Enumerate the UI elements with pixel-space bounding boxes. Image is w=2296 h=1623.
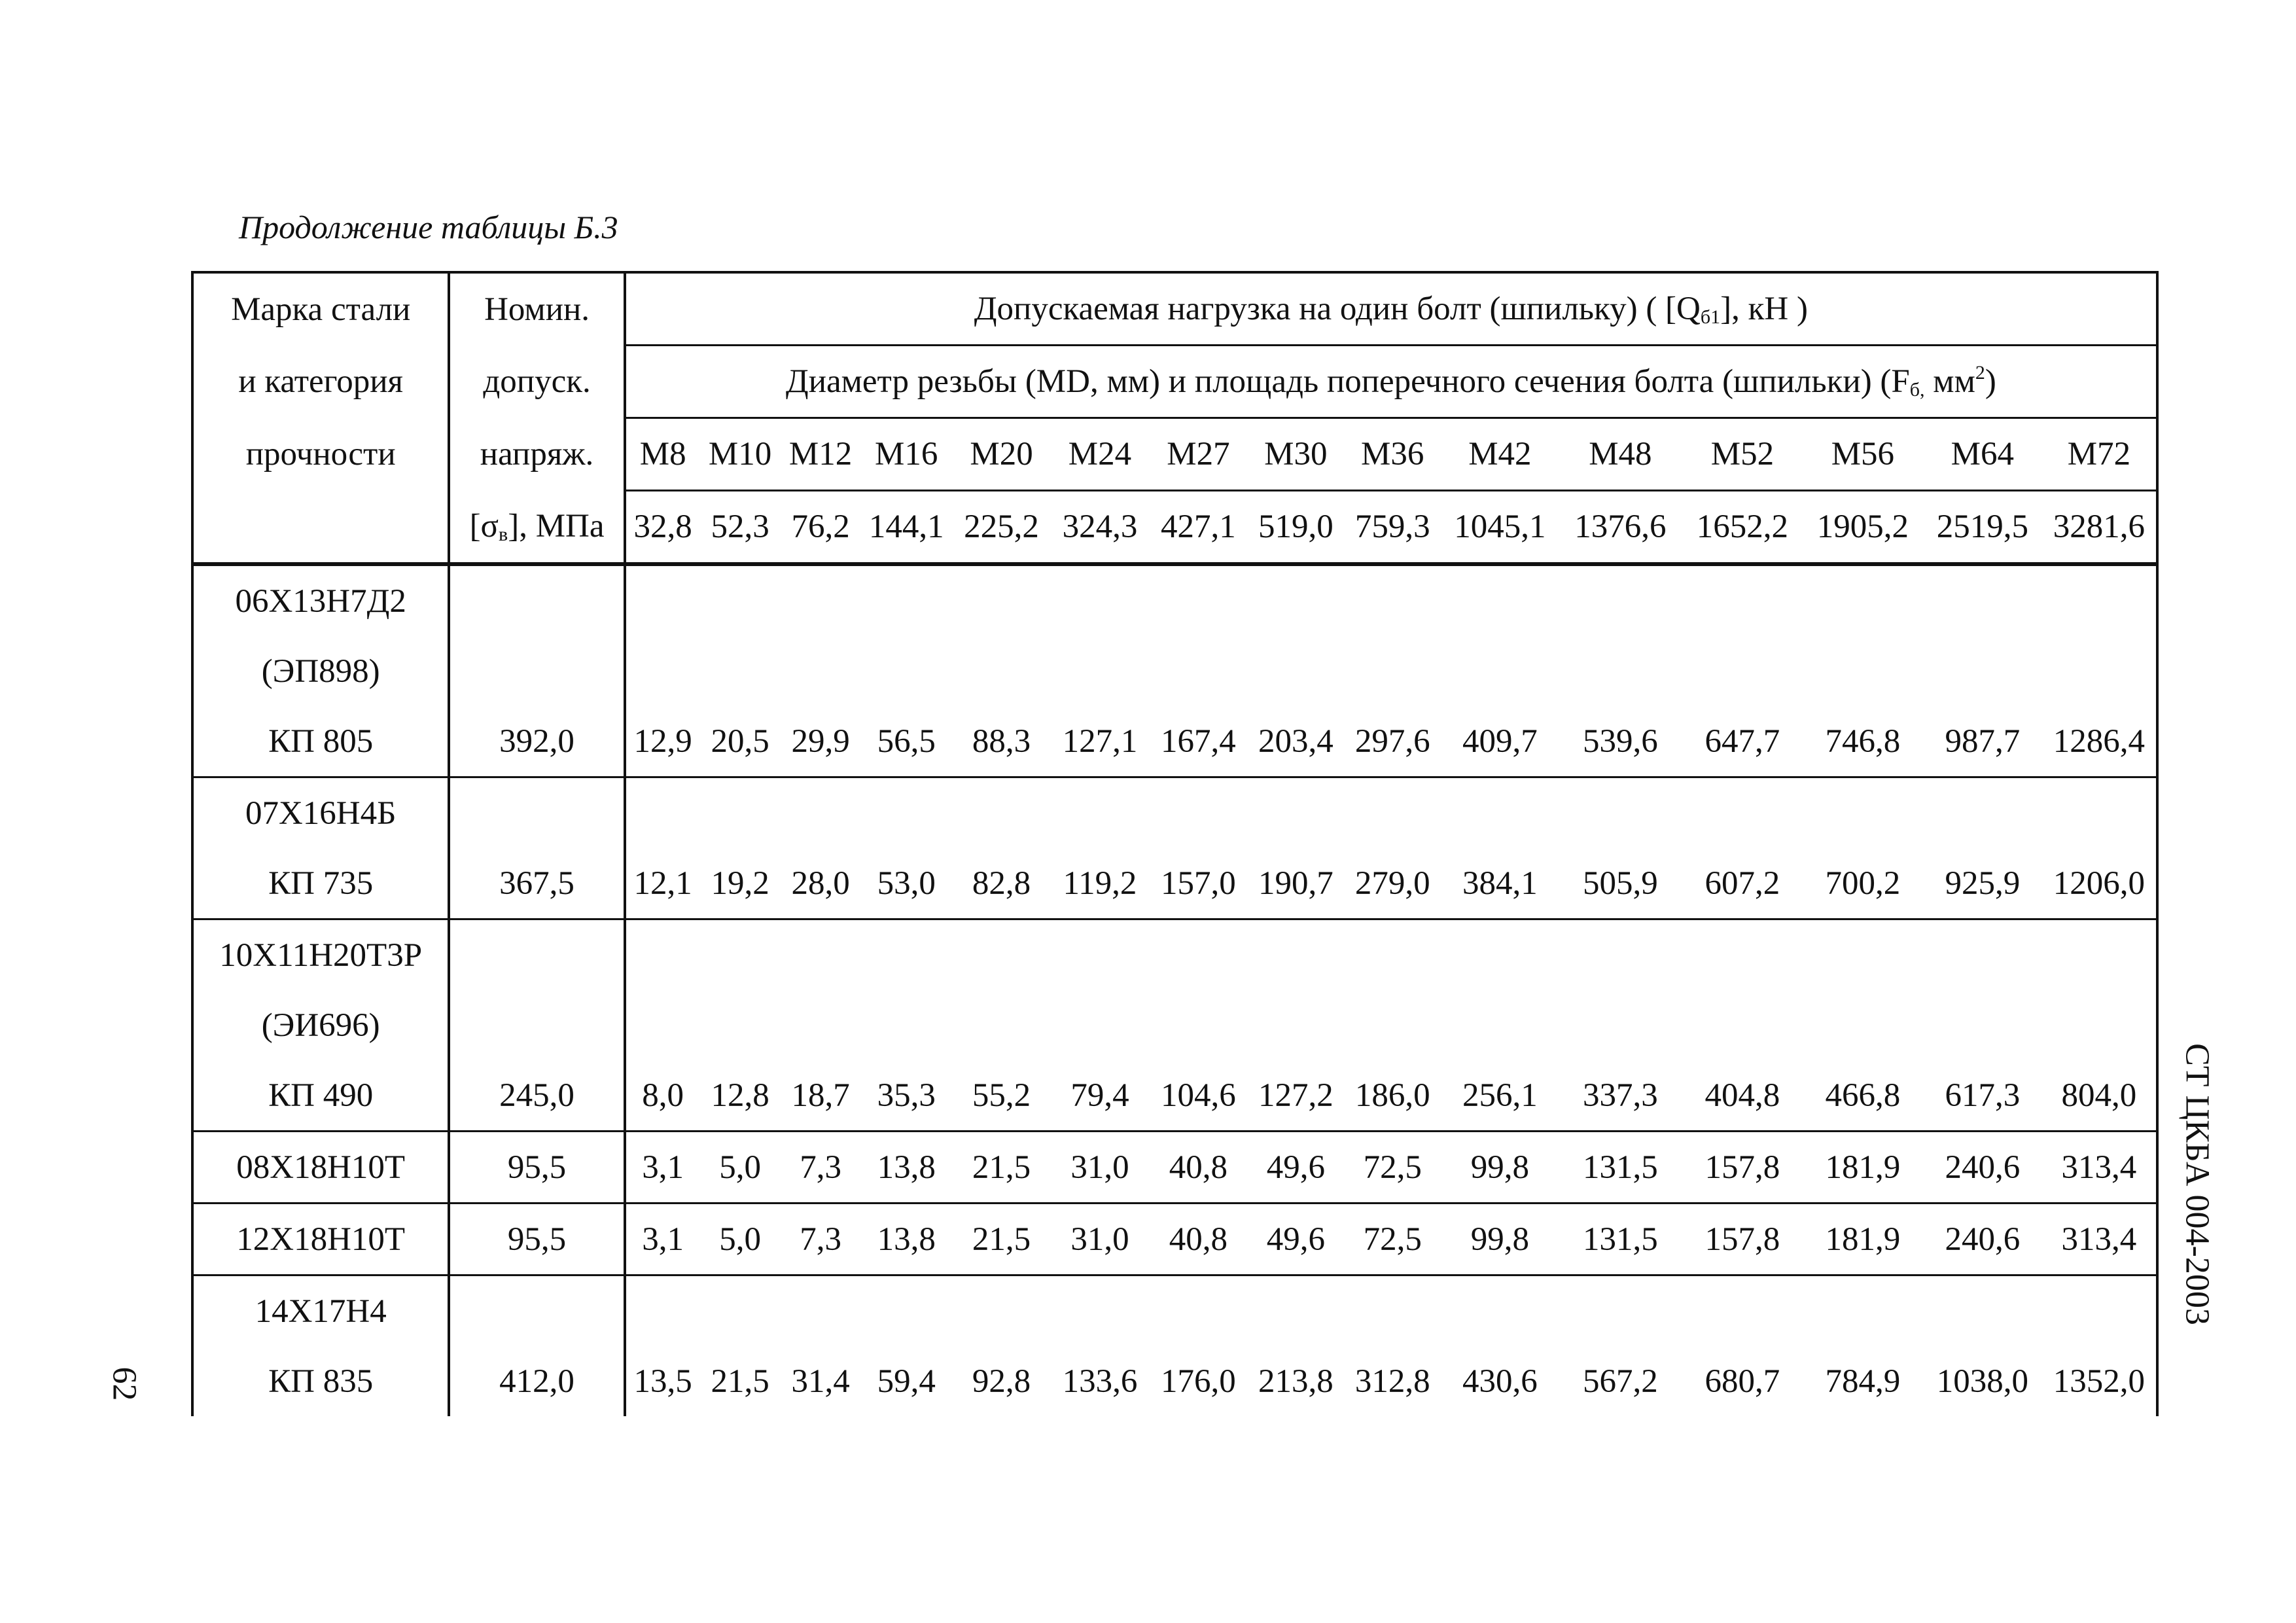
load-value: 31,0 [1051, 1204, 1148, 1275]
steel-grade-line: (ЭП898) [192, 636, 449, 706]
load-value [1344, 777, 1441, 849]
load-value: 131,5 [1559, 1204, 1682, 1275]
thread-size-header: M20 [952, 418, 1051, 491]
allowable-stress: 95,5 [449, 1132, 624, 1204]
load-value: 404,8 [1682, 1060, 1803, 1132]
load-header: Допускаемая нагрузка на один болт (шпильку) ( $[Q_{б1}]$, кН ) [625, 272, 2157, 346]
thread-size-header: M8 [625, 418, 700, 491]
load-value [2042, 564, 2157, 636]
load-value [1248, 1275, 1343, 1347]
load-value: 240,6 [1923, 1204, 2042, 1275]
load-value [1803, 1275, 1923, 1347]
load-value: 82,8 [952, 848, 1051, 919]
load-value [861, 636, 952, 706]
steel-grade-line: КП 835 [192, 1346, 449, 1416]
load-value [1051, 564, 1148, 636]
load-value: 127,1 [1051, 706, 1148, 777]
load-value: 3,1 [625, 1204, 700, 1275]
load-value [2042, 919, 2157, 991]
load-value [625, 919, 700, 991]
load-value: 13,5 [633, 1363, 692, 1400]
load-value: 59,4 [877, 1363, 936, 1400]
allowable-stress: 412,0 [449, 1346, 624, 1416]
load-value [700, 919, 781, 991]
load-value: 680,7 [1704, 1363, 1780, 1400]
load-value [1803, 564, 1923, 636]
load-value [781, 919, 861, 991]
section-area-header: 427,1 [1149, 491, 1248, 565]
load-value: 88,3 [952, 706, 1051, 777]
table-row [192, 919, 2157, 991]
load-value [625, 777, 700, 849]
load-value [1441, 777, 1559, 849]
steel-grade-line: КП 735 [192, 848, 449, 919]
load-value: 617,3 [1923, 1060, 2042, 1132]
load-value: 746,8 [1803, 706, 1923, 777]
load-value [1682, 990, 1803, 1060]
section-area-header: 1905,2 [1803, 491, 1923, 565]
thread-size-header: M42 [1441, 418, 1559, 491]
load-value [952, 777, 1051, 849]
load-value [1344, 564, 1441, 636]
load-value: 784,9 [1825, 1363, 1901, 1400]
load-value: 127,2 [1248, 1060, 1343, 1132]
load-value [1803, 919, 1923, 991]
load-value: 430,6 [1462, 1363, 1538, 1400]
table-row [192, 564, 2157, 636]
load-value [1248, 990, 1343, 1060]
steel-grade-line: 07Х16Н4Б [192, 777, 449, 849]
load-value: 7,3 [781, 1204, 861, 1275]
load-value: 987,7 [1923, 706, 2042, 777]
load-value [1149, 636, 1248, 706]
load-value [1149, 777, 1248, 849]
load-value: 7,3 [781, 1132, 861, 1204]
load-value: 21,5 [952, 1132, 1051, 1204]
load-value [1051, 919, 1148, 991]
load-value: 157,0 [1149, 848, 1248, 919]
load-value [1344, 1275, 1441, 1347]
load-value [1559, 990, 1682, 1060]
load-value [1682, 564, 1803, 636]
load-value: 49,6 [1248, 1204, 1343, 1275]
load-value [781, 1275, 861, 1347]
section-area-header: 759,3 [1344, 491, 1441, 565]
load-value [1559, 1275, 1682, 1347]
load-value: 3,1 [625, 1132, 700, 1204]
section-area-header: 1045,1 [1441, 491, 1559, 565]
steel-grade-line: (ЭИ696) [192, 990, 449, 1060]
steel-grade-line: КП 490 [192, 1060, 449, 1132]
load-value: 13,8 [861, 1132, 952, 1204]
load-value [1682, 636, 1803, 706]
load-value: 28,0 [781, 848, 861, 919]
load-value: 13,8 [861, 1204, 952, 1275]
steel-grade-line: КП 805 [192, 706, 449, 777]
load-value [2042, 636, 2157, 706]
load-value [861, 919, 952, 991]
load-value [625, 564, 700, 636]
load-value [1051, 990, 1148, 1060]
load-value [700, 1275, 781, 1347]
thread-size-header: M56 [1803, 418, 1923, 491]
load-value: 18,7 [781, 1060, 861, 1132]
load-value: 8,0 [625, 1060, 700, 1132]
load-value: 99,8 [1441, 1132, 1559, 1204]
load-value [1344, 636, 1441, 706]
load-value [781, 564, 861, 636]
load-value [1248, 636, 1343, 706]
load-value: 31,4 [791, 1363, 850, 1400]
table-row [192, 1060, 2157, 1132]
section-area-header: 324,3 [1051, 491, 1148, 565]
load-value: 40,8 [1149, 1204, 1248, 1275]
load-value [1682, 777, 1803, 849]
load-value [781, 777, 861, 849]
load-value [1441, 919, 1559, 991]
steel-grade-line: 10Х11Н20Т3Р [192, 919, 449, 991]
load-value [1803, 777, 1923, 849]
load-value: 240,6 [1923, 1132, 2042, 1204]
load-value: 29,9 [781, 706, 861, 777]
load-value: 804,0 [2042, 1060, 2157, 1132]
load-value: 647,7 [1682, 706, 1803, 777]
diameter-header: Диаметр резьбы (MD, мм) и площадь поперечного сечения болта (шпильки) ($F_{б,}$ $мм^2$) [625, 346, 2157, 418]
load-value: 203,4 [1248, 706, 1343, 777]
load-value: 297,6 [1344, 706, 1441, 777]
load-value [861, 990, 952, 1060]
load-value: 567,2 [1583, 1363, 1658, 1400]
load-value [1344, 919, 1441, 991]
load-value: 104,6 [1149, 1060, 1248, 1132]
load-value: 466,8 [1803, 1060, 1923, 1132]
table-row [192, 636, 2157, 706]
load-value [1149, 990, 1248, 1060]
thread-size-header: M36 [1344, 418, 1441, 491]
load-value [952, 990, 1051, 1060]
load-value [1149, 919, 1248, 991]
load-value: 313,4 [2042, 1204, 2157, 1275]
section-area-header: 225,2 [952, 491, 1051, 565]
thread-size-header: M24 [1051, 418, 1148, 491]
load-value: 181,9 [1803, 1204, 1923, 1275]
load-value: 72,5 [1344, 1132, 1441, 1204]
load-value [1923, 1275, 2042, 1347]
load-value [700, 777, 781, 849]
load-value: 99,8 [1441, 1204, 1559, 1275]
allowable-stress [449, 636, 624, 706]
thread-size-header: M12 [781, 418, 861, 491]
load-value: 20,5 [700, 706, 781, 777]
load-value [781, 636, 861, 706]
thread-size-header: M64 [1923, 418, 2042, 491]
table-row [192, 1132, 2157, 1204]
steel-grade-line: 14Х17Н4 [192, 1275, 449, 1347]
load-value: 313,4 [2042, 1132, 2157, 1204]
load-value: 12,8 [700, 1060, 781, 1132]
table-row [192, 1204, 2157, 1275]
allowable-stress: 392,0 [449, 706, 624, 777]
load-value: 186,0 [1344, 1060, 1441, 1132]
table-row [192, 1275, 2157, 1347]
load-value: 40,8 [1149, 1132, 1248, 1204]
load-value: 21,5 [952, 1204, 1051, 1275]
grade-header-line: прочности [192, 418, 449, 491]
thread-size-header: M10 [700, 418, 781, 491]
load-value: 92,8 [972, 1363, 1031, 1400]
load-value [1441, 990, 1559, 1060]
table-row [192, 848, 2157, 919]
load-value [1248, 564, 1343, 636]
load-value: 1206,0 [2042, 848, 2157, 919]
load-value [625, 636, 700, 706]
load-value [1149, 564, 1248, 636]
load-value: 213,8 [1258, 1363, 1333, 1400]
load-value [952, 564, 1051, 636]
load-value [952, 636, 1051, 706]
section-area-header: 52,3 [700, 491, 781, 565]
load-value: 131,5 [1559, 1132, 1682, 1204]
load-value: 312,8 [1354, 1363, 1430, 1400]
load-value [861, 1275, 952, 1347]
allowable-stress [449, 990, 624, 1060]
load-value: 539,6 [1559, 706, 1682, 777]
load-value: 157,8 [1682, 1204, 1803, 1275]
load-value [1149, 1275, 1248, 1347]
load-value: 5,0 [700, 1132, 781, 1204]
load-value: 384,1 [1441, 848, 1559, 919]
allowable-stress [449, 1275, 624, 1347]
load-value: 31,0 [1051, 1132, 1148, 1204]
section-area-header: 32,8 [625, 491, 700, 565]
section-area-header: 2519,5 [1923, 491, 2042, 565]
load-value [1051, 1275, 1148, 1347]
load-value [1803, 990, 1923, 1060]
load-value: 337,3 [1559, 1060, 1682, 1132]
stress-header-line: Номин. [449, 272, 624, 346]
load-value: 1286,4 [2042, 706, 2157, 777]
load-value [1923, 564, 2042, 636]
load-value [1441, 636, 1559, 706]
load-value: 79,4 [1051, 1060, 1148, 1132]
load-value: 1352,0 [2042, 1346, 2157, 1416]
load-value [1923, 636, 2042, 706]
thread-size-header: M52 [1682, 418, 1803, 491]
page-number: 62 [105, 1366, 143, 1401]
load-value [952, 1275, 1051, 1347]
allowable-stress: 245,0 [449, 1060, 624, 1132]
stress-header-line: допуск. [449, 346, 624, 418]
thread-size-header: M16 [861, 418, 952, 491]
load-value [1559, 636, 1682, 706]
table-row [192, 990, 2157, 1060]
load-value: 279,0 [1344, 848, 1441, 919]
load-value: 72,5 [1344, 1204, 1441, 1275]
load-value [625, 1275, 700, 1347]
steel-grade-line: 06Х13Н7Д2 [192, 564, 449, 636]
load-value [2042, 777, 2157, 849]
table-row [192, 1346, 2157, 1416]
load-value [1682, 919, 1803, 991]
load-value: 55,2 [952, 1060, 1051, 1132]
load-value: 190,7 [1248, 848, 1343, 919]
load-value [2042, 990, 2157, 1060]
load-value: 133,6 [1062, 1363, 1138, 1400]
load-value: 409,7 [1441, 706, 1559, 777]
load-value [1441, 1275, 1559, 1347]
load-value: 35,3 [861, 1060, 952, 1132]
load-value [1803, 636, 1923, 706]
load-value [700, 564, 781, 636]
load-value [700, 990, 781, 1060]
load-value: 49,6 [1248, 1132, 1343, 1204]
load-value [1344, 990, 1441, 1060]
steel-grade-line: 08Х18Н10Т [192, 1132, 449, 1204]
load-value: 925,9 [1923, 848, 2042, 919]
document-code: СТ ЦКБА 004-2003 [2178, 1043, 2216, 1325]
load-value [700, 636, 781, 706]
load-value: 181,9 [1803, 1132, 1923, 1204]
thread-size-header: M48 [1559, 418, 1682, 491]
load-value: 119,2 [1051, 848, 1148, 919]
allowable-stress: 95,5 [449, 1204, 624, 1275]
load-value: 12,9 [625, 706, 700, 777]
thread-size-header: M27 [1149, 418, 1248, 491]
allowable-stress [449, 564, 624, 636]
load-value [1441, 564, 1559, 636]
load-value [952, 919, 1051, 991]
load-value: 157,8 [1682, 1132, 1803, 1204]
load-value [781, 990, 861, 1060]
load-value: 1038,0 [1936, 1363, 2028, 1400]
section-area-header: 3281,6 [2042, 491, 2157, 565]
load-value [1923, 919, 2042, 991]
thread-size-header: M72 [2042, 418, 2157, 491]
load-value [861, 564, 952, 636]
allowable-stress [449, 777, 624, 849]
load-value [861, 777, 952, 849]
load-value [1559, 919, 1682, 991]
load-value: 12,1 [625, 848, 700, 919]
allowable-stress: 367,5 [449, 848, 624, 919]
stress-unit-header: $[\sigma_в]$, МПа [449, 491, 624, 565]
load-value [1051, 777, 1148, 849]
load-value: 5,0 [700, 1204, 781, 1275]
thread-size-header: M30 [1248, 418, 1343, 491]
section-area-header: 144,1 [861, 491, 952, 565]
allowable-stress [449, 919, 624, 991]
table-row [192, 777, 2157, 849]
load-value [1923, 777, 2042, 849]
section-area-header: 519,0 [1248, 491, 1343, 565]
load-value [625, 990, 700, 1060]
load-value [1559, 777, 1682, 849]
load-value: 176,0 [1161, 1363, 1236, 1400]
load-value [1051, 636, 1148, 706]
grade-header-line: и категория [192, 346, 449, 418]
section-area-header: 1376,6 [1559, 491, 1682, 565]
load-value: 167,4 [1149, 706, 1248, 777]
table-caption: Продолжение таблицы Б.3 [239, 209, 618, 245]
load-value [1682, 1275, 1803, 1347]
load-value [1248, 919, 1343, 991]
grade-header-line: Марка стали [192, 272, 449, 346]
load-value: 21,5 [711, 1363, 769, 1400]
load-value [1248, 777, 1343, 849]
load-value: 19,2 [700, 848, 781, 919]
load-value [2042, 1275, 2157, 1347]
load-value [1559, 564, 1682, 636]
load-value: 53,0 [861, 848, 952, 919]
load-value: 56,5 [861, 706, 952, 777]
stress-header-line: напряж. [449, 418, 624, 491]
table-row [192, 706, 2157, 777]
grade-header-blank [192, 491, 449, 565]
load-value [1923, 990, 2042, 1060]
load-value: 505,9 [1559, 848, 1682, 919]
load-value: 700,2 [1803, 848, 1923, 919]
section-area-header: 76,2 [781, 491, 861, 565]
load-table [191, 271, 2159, 1416]
load-value: 256,1 [1441, 1060, 1559, 1132]
load-value: 607,2 [1682, 848, 1803, 919]
section-area-header: 1652,2 [1682, 491, 1803, 565]
steel-grade-line: 12Х18Н10Т [192, 1204, 449, 1275]
